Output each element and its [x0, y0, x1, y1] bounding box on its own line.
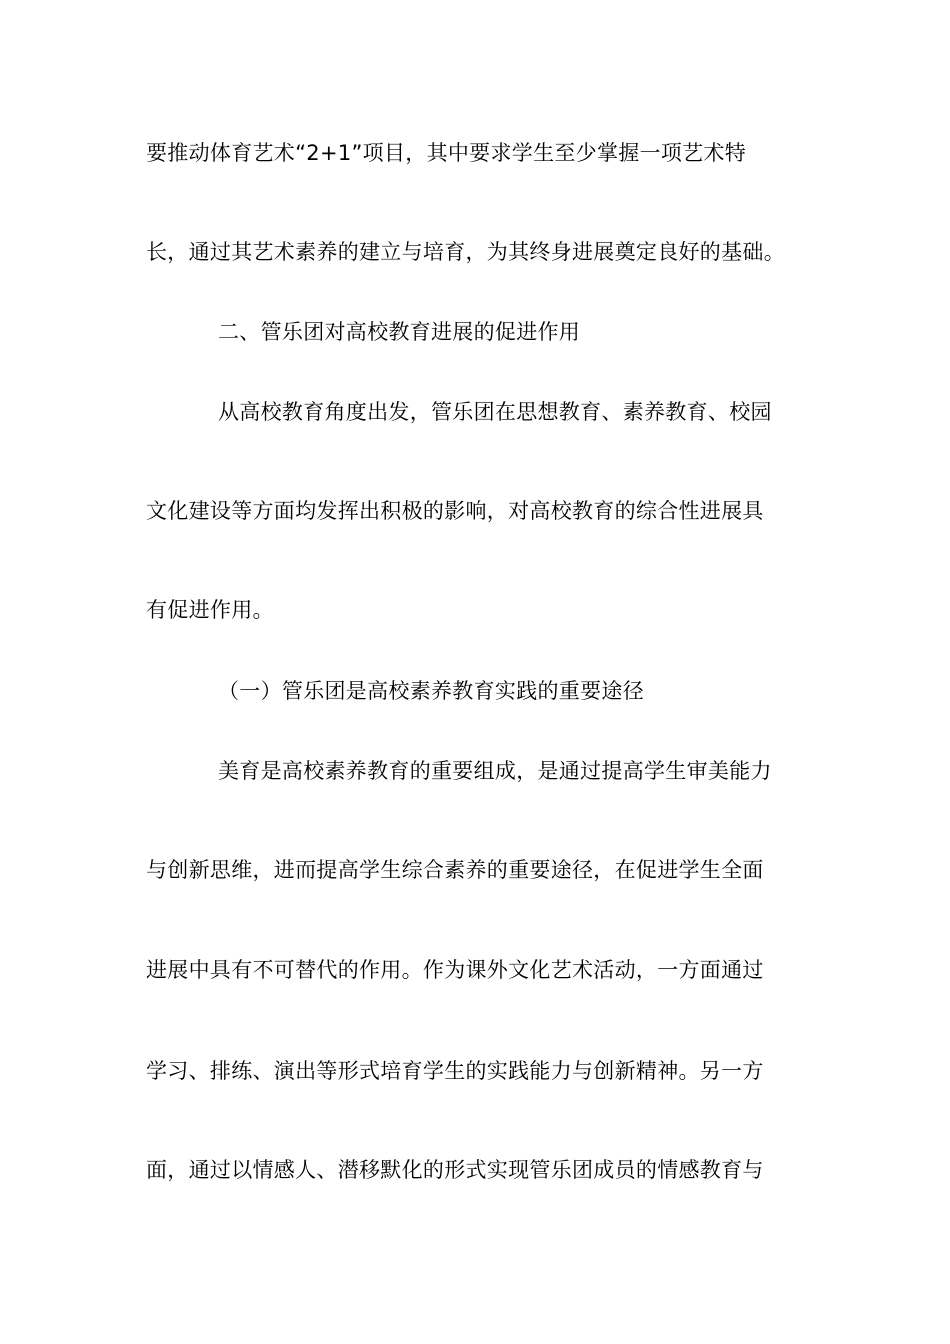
body-text-line: 进展中具有不可替代的作用。作为课外文化艺术活动，一方面通过	[146, 958, 764, 982]
body-text-line: 面，通过以情感人、潜移默化的形式实现管乐团成员的情感教育与	[146, 1158, 764, 1182]
subsection-heading: （一）管乐团是高校素养教育实践的重要途径	[218, 679, 644, 703]
body-text-line: 长，通过其艺术素养的建立与培育，为其终身进展奠定良好的基础。	[146, 240, 785, 264]
body-text-line: 与创新思维，进而提高学生综合素养的重要途径，在促进学生全面	[146, 858, 764, 882]
body-text-line: 学习、排练、演出等形式培育学生的实践能力与创新精神。另一方	[146, 1059, 764, 1083]
body-text-line: 要推动体育艺术“2+1”项目，其中要求学生至少掌握一项艺术特	[146, 141, 747, 165]
body-text-line: 有促进作用。	[146, 598, 274, 622]
body-text-line: 从高校教育角度出发，管乐团在思想教育、素养教育、校园	[218, 400, 772, 424]
body-text-line: 美育是高校素养教育的重要组成，是通过提高学生审美能力	[218, 759, 772, 783]
body-text-line: 文化建设等方面均发挥出积极的影响，对高校教育的综合性进展具	[146, 499, 764, 523]
section-heading: 二、管乐团对高校教育进展的促进作用	[218, 320, 581, 344]
